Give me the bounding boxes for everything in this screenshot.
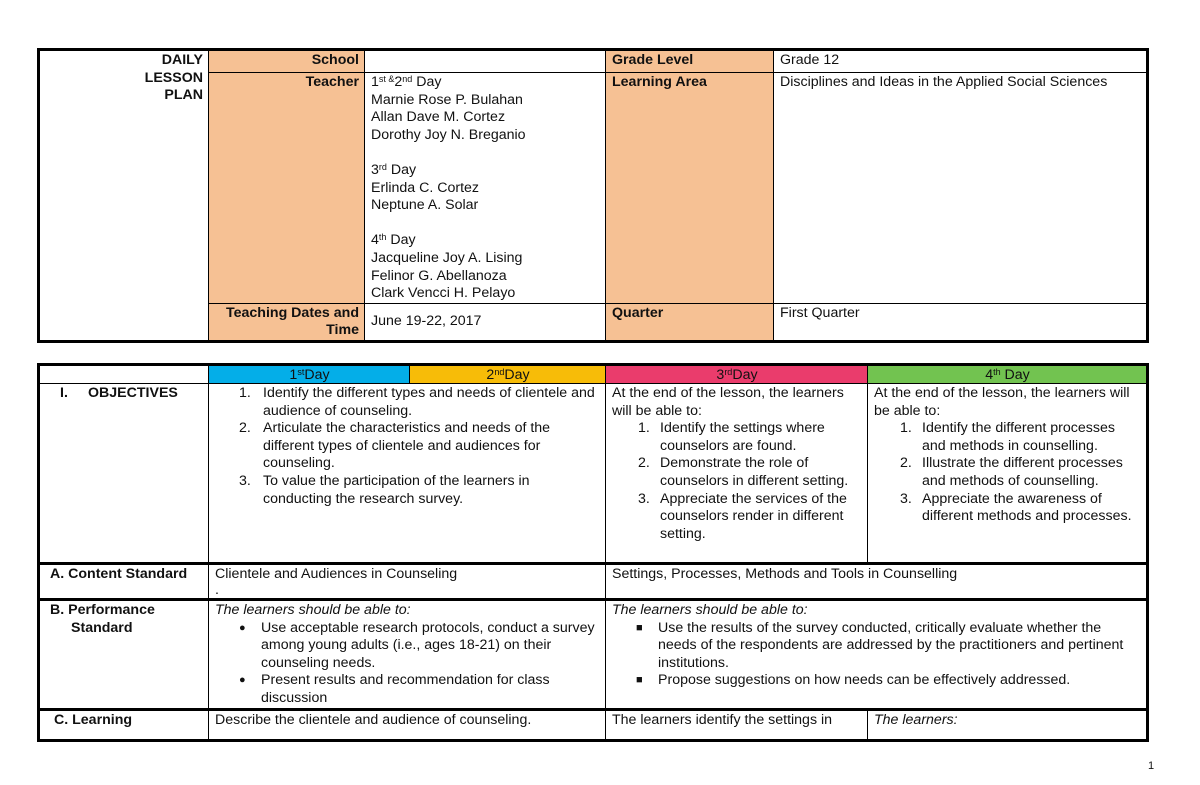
teacher-name: Marnie Rose P. Bulahan (371, 91, 523, 108)
teacher-name: Allan Dave M. Cortez (371, 109, 506, 126)
teacher-name: Jacqueline Joy A. Lising (371, 249, 523, 266)
list-item: 3. To value the participation of the learners in conducting the research survey. (239, 472, 530, 507)
objectives-day-3: At the end of the lesson, the learners will be able to: 1. Identify the settings where counselors are found. 2. Demonstrate the role of counselors in different setting. 3. Appreciate the services of the counselors render in different setting. (606, 384, 868, 564)
grade-level-label: Grade Level (606, 50, 774, 73)
performance-standard-days-3-4: The learners should be able to: ■ Use the results of the survey conducted, critically evaluate whether the needs of the respondents are addressed by the practitioners and pertinent institutions. ■ Propose suggestions on how needs can be effectively addressed. (606, 600, 1148, 710)
content-standard-label: A. Content Standard (39, 564, 209, 600)
day-header-blank (39, 365, 209, 384)
learning-area-value: Disciplines and Ideas in the Applied Social Sciences (774, 73, 1148, 304)
list-item: ■ Propose suggestions on how needs can be effectively addressed. (636, 672, 1071, 689)
performance-standard-days-1-2: The learners should be able to: ● Use acceptable research protocols, conduct a survey among young adults (i.e., ages 18-21) on their counseling needs. ● Present results and recommendation for class discussion (209, 600, 606, 710)
list-item: 2. Illustrate the different processes and methods of counselling. (900, 455, 1123, 489)
teacher-label: Teacher (209, 73, 365, 304)
day-header-4: 4th Day (868, 365, 1148, 384)
teacher-name: Dorothy Joy N. Breganio (371, 126, 526, 143)
objectives-label: I. OBJECTIVES (39, 384, 209, 564)
learning-day-3: The learners identify the settings in (606, 709, 868, 740)
teacher-name: Felinor G. Abellanoza (371, 267, 507, 284)
quarter-label: Quarter (606, 304, 774, 342)
list-item: ■ Use the results of the survey conducted, critically evaluate whether the needs of the respondents are addressed by the practitioners and pertinent institutions. (636, 619, 1124, 671)
teacher-list (365, 73, 606, 304)
teacher-name: Neptune A. Solar (371, 197, 479, 214)
teacher-group-heading-3: 4th Day (371, 232, 416, 249)
school-label: School (209, 50, 365, 73)
list-item: 1. Identify the different types and needs of clientele and audience of counseling. (239, 385, 595, 419)
quarter-value: First Quarter (774, 304, 1148, 342)
list-item: ● Present results and recommendation for class discussion (239, 672, 550, 706)
learning-days-1-2: Describe the clientele and audience of counseling. (209, 709, 606, 740)
teacher-group-heading-2: 3rd Day (371, 161, 417, 178)
teaching-dates-value: June 19-22, 2017 (365, 304, 606, 342)
objectives-days-1-2 (209, 384, 606, 564)
list-item: 2. Articulate the characteristics and needs of the different types of clientele and audiences for counseling. (239, 420, 551, 472)
list-item: 3. Appreciate the awareness of different methods and processes. (900, 490, 1132, 525)
list-item: 1. Identify the settings where counselors are found. (638, 420, 825, 454)
teacher-name: Clark Vencci H. Pelayo (371, 285, 516, 302)
page-number: 1 (1148, 760, 1155, 772)
teaching-dates-label: Teaching Dates and Time (209, 304, 365, 342)
list-item: ● Use acceptable research protocols, conduct a survey among young adults (i.e., ages 18-21) on their counseling needs. (239, 619, 595, 671)
learning-area-label: Learning Area (606, 73, 774, 304)
school-value (365, 50, 606, 73)
lesson-plan-table (37, 363, 1149, 742)
list-item: 1. Identify the different processes and methods in counselling. (900, 420, 1115, 454)
day-header-1: 1stDay (209, 365, 410, 384)
learning-day-4: The learners: (868, 709, 1148, 740)
content-standard-days-1-2: Clientele and Audiences in Counseling . (209, 564, 606, 600)
teacher-group-heading-1: $1^{st \&}2nd$ Day (371, 74, 442, 90)
list-item: 3. Appreciate the services of the counselors render in different setting. (638, 490, 847, 542)
learning-label: C. Learning (39, 709, 209, 740)
list-item: 2. Demonstrate the role of counselors in different setting. (638, 455, 849, 489)
objectives-day-4: At the end of the lesson, the learners will be able to: 1. Identify the different processes and methods in counselling. 2. Illustrate the different processes and methods of counselling. 3. Appreciate the awareness of different methods and processes. (868, 384, 1148, 564)
teacher-name: Erlinda C. Cortez (371, 179, 480, 196)
grade-level-value: Grade 12 (774, 50, 1148, 73)
lesson-info-table (37, 48, 1149, 343)
day-header-2: 2ndDay (410, 365, 606, 384)
day-header-3: 3rdDay (606, 365, 868, 384)
dlp-title: DAILY LESSON PLAN (39, 50, 209, 342)
performance-standard-label: B. Performance Standard (39, 600, 209, 710)
content-standard-days-3-4: Settings, Processes, Methods and Tools in Counselling (606, 564, 1148, 600)
